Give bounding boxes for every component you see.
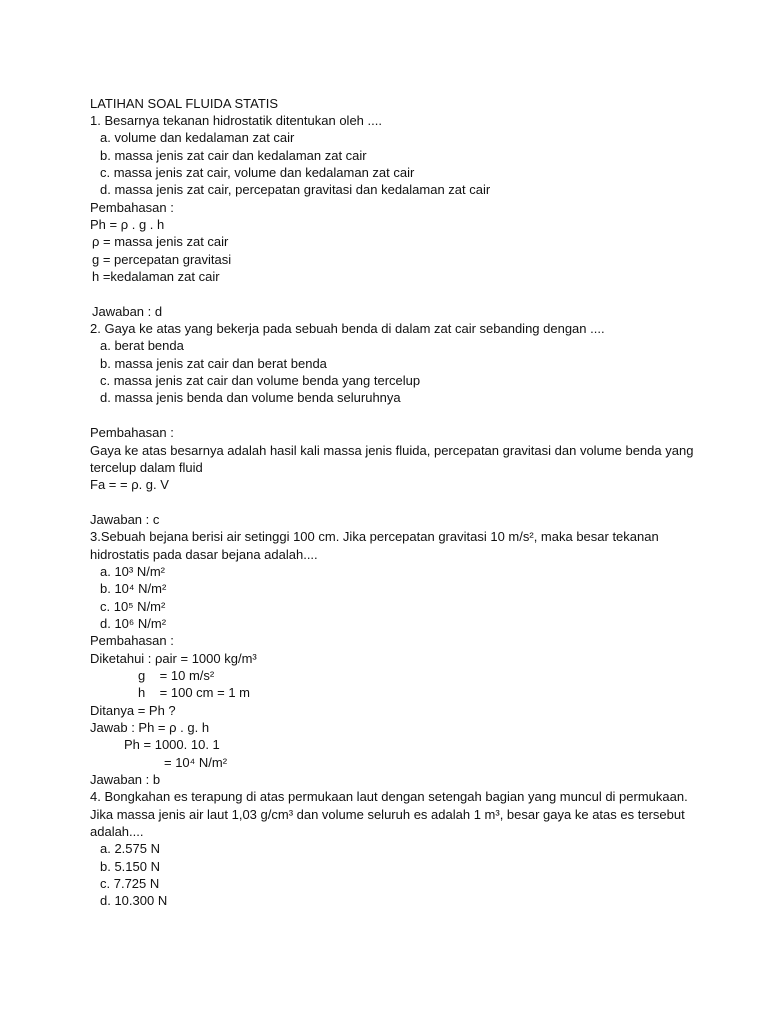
q2-question: 2. Gaya ke atas yang bekerja pada sebuah benda di dalam zat cair sebanding dengan .... xyxy=(90,321,605,336)
q3-jawab: Jawab : Ph = ρ . g. h xyxy=(90,720,210,735)
q2-explanation-line-1: Gaya ke atas besarnya adalah hasil kali massa jenis fluida, percepatan gravitasi dan volume benda yang xyxy=(90,443,694,458)
q4-question-line-2: Jika massa jenis air laut 1,03 g/cm³ dan volume seluruh es adalah 1 m³, besar gaya ke atas es tersebut xyxy=(90,807,685,822)
q1-jawaban: Jawaban : d xyxy=(92,304,163,319)
q1-option-a: a. volume dan kedalaman zat cair xyxy=(100,130,295,145)
q1-formula: Ph = ρ . g . h xyxy=(90,217,165,232)
q3-option-b: b. 10⁴ N/m² xyxy=(100,581,167,596)
q3-given-h: h = 100 cm = 1 m xyxy=(138,685,250,700)
q3-question-line-1: 3.Sebuah bejana berisi air setinggi 100 cm. Jika percepatan gravitasi 10 m/s², maka besar tekanan xyxy=(90,529,659,544)
q3-ditanya: Ditanya = Ph ? xyxy=(90,703,176,718)
q4-option-b: b. 5.150 N xyxy=(100,859,160,874)
q4-option-d: d. 10.300 N xyxy=(100,893,168,908)
q3-option-d: d. 10⁶ N/m² xyxy=(100,616,167,631)
q2-option-a: a. berat benda xyxy=(100,338,184,353)
q1-def-h: h =kedalaman zat cair xyxy=(92,269,220,284)
q3-diketahui: Diketahui : ρair = 1000 kg/m³ xyxy=(90,651,257,666)
q3-question-line-2: hidrostatis pada dasar bejana adalah.... xyxy=(90,547,318,562)
q2-jawaban: Jawaban : c xyxy=(90,512,160,527)
q1-pembahasan-label: Pembahasan : xyxy=(90,200,174,215)
q3-jawaban: Jawaban : b xyxy=(90,772,161,787)
q1-option-b: b. massa jenis zat cair dan kedalaman zat cair xyxy=(100,148,367,163)
q4-option-a: a. 2.575 N xyxy=(100,841,160,856)
q3-calc-line-1: Ph = 1000. 10. 1 xyxy=(124,737,220,752)
q2-explanation-line-2: tercelup dalam fluid xyxy=(90,460,203,475)
document-title: LATIHAN SOAL FLUIDA STATIS xyxy=(90,96,279,111)
q4-option-c: c. 7.725 N xyxy=(100,876,160,891)
q3-calc-line-2: = 10⁴ N/m² xyxy=(164,755,228,770)
q1-option-c: c. massa jenis zat cair, volume dan kedalaman zat cair xyxy=(100,165,415,180)
q3-given-g: g = 10 m/s² xyxy=(138,668,215,683)
q2-option-b: b. massa jenis zat cair dan berat benda xyxy=(100,356,327,371)
q3-option-c: c. 10⁵ N/m² xyxy=(100,599,166,614)
q1-def-rho: ρ = massa jenis zat cair xyxy=(92,234,229,249)
q3-pembahasan-label: Pembahasan : xyxy=(90,633,174,648)
q1-def-g: g = percepatan gravitasi xyxy=(92,252,232,267)
q2-option-d: d. massa jenis benda dan volume benda seluruhnya xyxy=(100,390,401,405)
q4-question-line-1: 4. Bongkahan es terapung di atas permukaan laut dengan setengah bagian yang muncul di permukaan. xyxy=(90,789,688,804)
q2-pembahasan-label: Pembahasan : xyxy=(90,425,174,440)
q1-question: 1. Besarnya tekanan hidrostatik ditentukan oleh .... xyxy=(90,113,382,128)
q2-formula: Fa = = ρ. g. V xyxy=(90,477,169,492)
q2-option-c: c. massa jenis zat cair dan volume benda yang tercelup xyxy=(100,373,421,388)
q3-option-a: a. 10³ N/m² xyxy=(100,564,166,579)
q1-option-d: d. massa jenis zat cair, percepatan gravitasi dan kedalaman zat cair xyxy=(100,182,491,197)
q4-question-line-3: adalah.... xyxy=(90,824,144,839)
